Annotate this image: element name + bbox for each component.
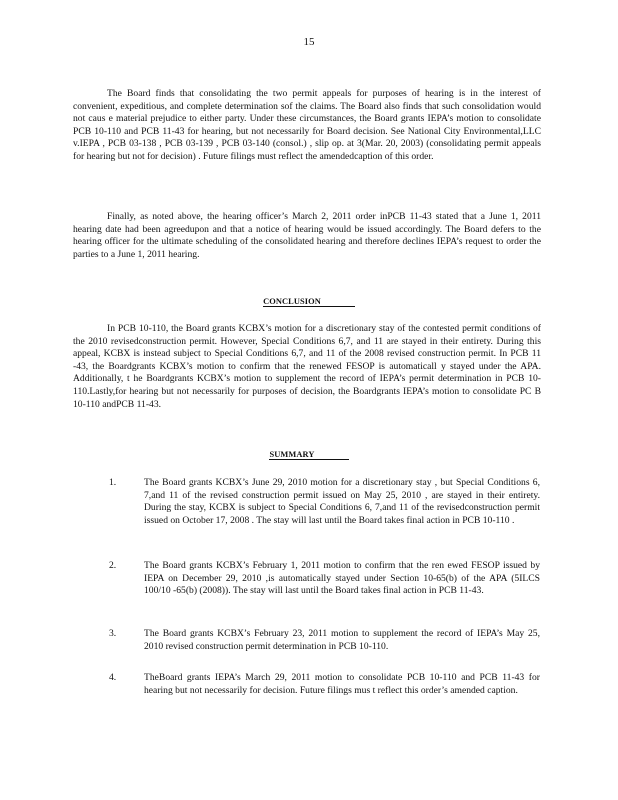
paragraph-conclusion: In PCB 10-110, the Board grants KCBX’s motion for a discretionary stay of the contested permit conditions of the 2010 revisedconstruction permit. However, Special Conditions 6,7, and 11 are stayed in their entirety. During this appeal, KCBX is instead subject to Special Conditions 6,7, and 11 of the 2008 revised construction permit. In PCB 11 -43, the Boardgrants KCBX’s motion to confirm that the renewed FESOP is automaticall y stayed under the APA. Additionally, t he Boardgrants KCBX’s motion to supplement the record of IEPA’s permit determination in PCB 10-110.Lastly,for hearing but not necessarily for purposes of decision, the Boardgrants IEPA’s motion to consolidate PC B 10-110 andPCB 11-43. bbox=[73, 323, 541, 410]
heading-underline bbox=[321, 305, 355, 307]
summary-item-number: 4. bbox=[109, 672, 117, 683]
summary-item-text: The Board grants KCBX’s February 1, 2011 motion to confirm that the ren ewed FESOP issued by IEPA on December 29, 2010 ,is automatically stayed under Section 10-65(b) of the APA (5ILCS 100/10 -65(b) (2008)). The stay will last until the Board takes final action in PCB 11-43. bbox=[144, 560, 540, 597]
conclusion-heading-text: CONCLUSION bbox=[263, 297, 321, 306]
summary-item-number: 2. bbox=[109, 560, 117, 571]
summary-item-text: The Board grants KCBX’s June 29, 2010 motion for a discretionary stay , but Special Conditions 6, 7,and 11 of the revised construction permit issued on May 25, 2010 , are stayed in their entirety. During the stay, KCBX is subject to Special Conditions 6, 7,and 11 of the revisedconstruction permit issued on October 17, 2008 . The stay will last until the Board takes final action in PCB 10-110 . bbox=[144, 477, 540, 526]
summary-item-number: 1. bbox=[109, 477, 117, 488]
heading-underline bbox=[315, 458, 349, 460]
page-number: 15 bbox=[303, 36, 315, 48]
summary-heading-text: SUMMARY bbox=[269, 450, 315, 459]
summary-item-text: TheBoard grants IEPA’s March 29, 2011 motion to consolidate PCB 10-110 and PCB 11-43 for hearing but not necessarily for decision. Future filings mus t reflect this order’s amended caption. bbox=[144, 672, 540, 696]
paragraph-hearing: Finally, as noted above, the hearing officer’s March 2, 2011 order inPCB 11-43 stated that a June 1, 2011 hearing date had been agreedupon and that a notice of hearing would be issued accordingly. The Board defers to the hearing officer for the ultimate scheduling of the consolidated hearing and therefore declines IEPA’s request to order the parties to a June 1, 2011 hearing. bbox=[73, 211, 541, 260]
summary-heading bbox=[0, 450, 618, 460]
paragraph-consolidation: The Board finds that consolidating the two permit appeals for purposes of hearing is in the interest of convenient, expeditious, and complete determination sof the claims. The Board also finds that such consolidation would not caus e material prejudice to either party. Under these circumstances, the Board grants IEPA’s motion to consolidate PCB 10-110 and PCB 11-43 for hearing, but not necessarily for Board decision. See National City Environmental,LLC v.IEPA , PCB 03-138 , PCB 03-139 , PCB 03-140 (consol.) , slip op. at 3(Mar. 20, 2003) (consolidating permit appeals for hearing but not for decision) . Future filings must reflect the amendedcaption of this order. bbox=[73, 88, 541, 162]
conclusion-heading bbox=[0, 297, 618, 307]
summary-item-number: 3. bbox=[109, 628, 117, 639]
summary-item-text: The Board grants KCBX’s February 23, 2011 motion to supplement the record of IEPA’s May 25, 2010 revised construction permit determination in PCB 10-110. bbox=[144, 628, 540, 652]
